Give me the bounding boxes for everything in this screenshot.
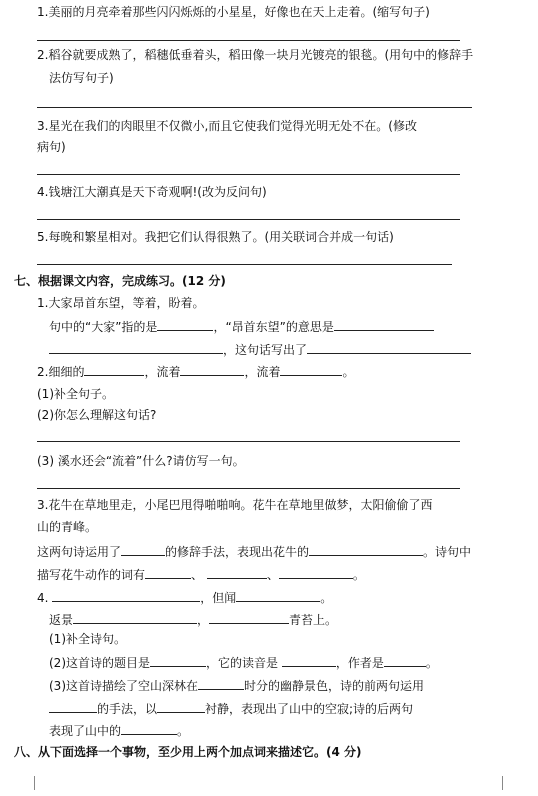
s7-q3-prompt-c: 。诗句中 xyxy=(423,545,472,559)
s7-q1-prompt-c: ，这句话写出了 xyxy=(223,343,308,357)
blank[interactable] xyxy=(307,341,471,354)
answer-line[interactable] xyxy=(37,174,460,175)
q3-text-line2: 病句) xyxy=(37,140,66,154)
s7-q4-sub1: (1)补全诗句。 xyxy=(49,632,126,646)
s7-q4-sub3-line1 xyxy=(49,677,424,694)
answer-line[interactable] xyxy=(37,107,472,108)
s7-q4-sub2 xyxy=(49,654,438,671)
blank[interactable] xyxy=(198,677,244,690)
s7-q4-text: ， xyxy=(197,613,210,627)
s7-q4-text: ，但闻 xyxy=(200,591,237,605)
s7-q1-line-a xyxy=(49,318,434,335)
blank[interactable] xyxy=(236,589,320,602)
s7-q4-num: 4. xyxy=(37,591,49,605)
separator: 、 xyxy=(191,568,204,582)
blank[interactable] xyxy=(180,363,244,376)
blank[interactable] xyxy=(49,700,97,713)
s7-q3-end: 。 xyxy=(352,568,365,582)
s7-q2-line xyxy=(37,363,355,380)
s7-q4-prompt: ，它的读音是 xyxy=(206,656,279,670)
s7-q4-prompt: 的手法，以 xyxy=(97,702,158,716)
q4-text: 4.钱塘江大潮真是天下奇观啊!(改为反问句) xyxy=(37,185,267,199)
s7-q4-text: 返景 xyxy=(49,613,74,627)
s7-q2-end: 。 xyxy=(342,365,355,379)
s7-q4-end: 。 xyxy=(320,591,333,605)
section-7-title: 七、根据课文内容，完成练习。(12 分) xyxy=(14,274,226,288)
s7-q4-end: 。 xyxy=(425,656,438,670)
s7-q4-prompt: ，作者是 xyxy=(335,656,384,670)
blank[interactable] xyxy=(121,543,165,556)
s7-q1-line-b xyxy=(49,341,471,358)
s7-q3-line1: 3.花牛在草地里走，小尾巴甩得啪啪响。花牛在草地里做梦，太阳偷偷了西 xyxy=(37,498,433,512)
q2-text-line2: 法仿写句子) xyxy=(49,71,114,85)
s7-q2-head: 2.细细的 xyxy=(37,365,85,379)
answer-line[interactable] xyxy=(37,40,460,41)
s7-q4-line1 xyxy=(37,589,332,606)
blank[interactable] xyxy=(52,589,200,602)
s7-q4-sub3-line2 xyxy=(49,700,413,717)
answer-line[interactable] xyxy=(37,488,460,489)
s7-q2-text: ，流着 xyxy=(244,365,281,379)
s7-q3-prompt-a: 这两句诗运用了 xyxy=(37,545,122,559)
q3-text-line1: 3.星光在我们的肉眼里不仅微小,而且它使我们觉得光明无处不在。(修改 xyxy=(37,119,417,133)
s7-q1-text: 1.大家昂首东望，等着，盼着。 xyxy=(37,296,205,310)
blank[interactable] xyxy=(84,363,144,376)
page-corner-mark xyxy=(502,776,517,790)
s7-q2-text: ，流着 xyxy=(144,365,181,379)
s7-q3-line4 xyxy=(37,566,365,583)
blank[interactable] xyxy=(207,566,267,579)
blank[interactable] xyxy=(157,700,205,713)
s7-q2-sub3: (3) 溪水还会“流着”什么?请仿写一句。 xyxy=(37,454,245,468)
s7-q4-prompt: 衬静，表现出了山中的空寂;诗的后两句 xyxy=(205,702,414,716)
s7-q4-prompt: (2)这首诗的题目是 xyxy=(49,656,150,670)
s7-q1-prompt-b: ，“昂首东望”的意思是 xyxy=(213,320,334,334)
s7-q4-end: 。 xyxy=(177,724,190,738)
s7-q4-prompt: (3)这首诗描绘了空山深林在 xyxy=(49,679,198,693)
s7-q3-line2: 山的青峰。 xyxy=(37,520,98,534)
blank[interactable] xyxy=(280,363,342,376)
s7-q4-sub3-line3 xyxy=(49,722,189,739)
blank[interactable] xyxy=(157,318,213,331)
blank[interactable] xyxy=(334,318,434,331)
answer-line[interactable] xyxy=(37,441,460,442)
s7-q2-sub1: (1)补全句子。 xyxy=(37,387,114,401)
s7-q2-sub2: (2)你怎么理解这句话? xyxy=(37,408,157,422)
s7-q4-prompt: 表现了山中的 xyxy=(49,724,122,738)
blank[interactable] xyxy=(309,543,423,556)
separator: 、 xyxy=(266,568,279,582)
s7-q3-prompt-d: 描写花牛动作的词有 xyxy=(37,568,146,582)
page-corner-mark xyxy=(20,776,35,790)
q1-text: 1.美丽的月亮牵着那些闪闪烁烁的小星星，好像也在天上走着。(缩写句子) xyxy=(37,5,430,19)
blank[interactable] xyxy=(384,654,426,667)
s7-q3-line3 xyxy=(37,543,471,560)
answer-line[interactable] xyxy=(37,219,460,220)
blank[interactable] xyxy=(145,566,191,579)
blank[interactable] xyxy=(121,722,177,735)
blank[interactable] xyxy=(49,341,223,354)
blank[interactable] xyxy=(73,611,197,624)
blank[interactable] xyxy=(150,654,206,667)
s7-q4-prompt: 时分的幽静景色，诗的前两句运用 xyxy=(244,679,425,693)
s7-q3-prompt-b: 的修辞手法，表现出花牛的 xyxy=(165,545,310,559)
s7-q1-prompt-a: 句中的“大家”指的是 xyxy=(49,320,158,334)
s7-q4-text: 青苔上。 xyxy=(289,613,338,627)
blank[interactable] xyxy=(279,566,353,579)
section-8-title: 八、从下面选择一个事物，至少用上两个加点词来描述它。(4 分) xyxy=(14,745,362,759)
q2-text-line1: 2.稻谷就要成熟了，稻穗低垂着头，稻田像一块月光镀亮的银毯。(用句中的修辞手 xyxy=(37,48,474,62)
answer-line[interactable] xyxy=(37,264,452,265)
s7-q4-line2 xyxy=(49,611,337,628)
blank[interactable] xyxy=(282,654,336,667)
q5-text: 5.每晚和繁星相对。我把它们认得很熟了。(用关联词合并成一句话) xyxy=(37,230,394,244)
blank[interactable] xyxy=(209,611,289,624)
